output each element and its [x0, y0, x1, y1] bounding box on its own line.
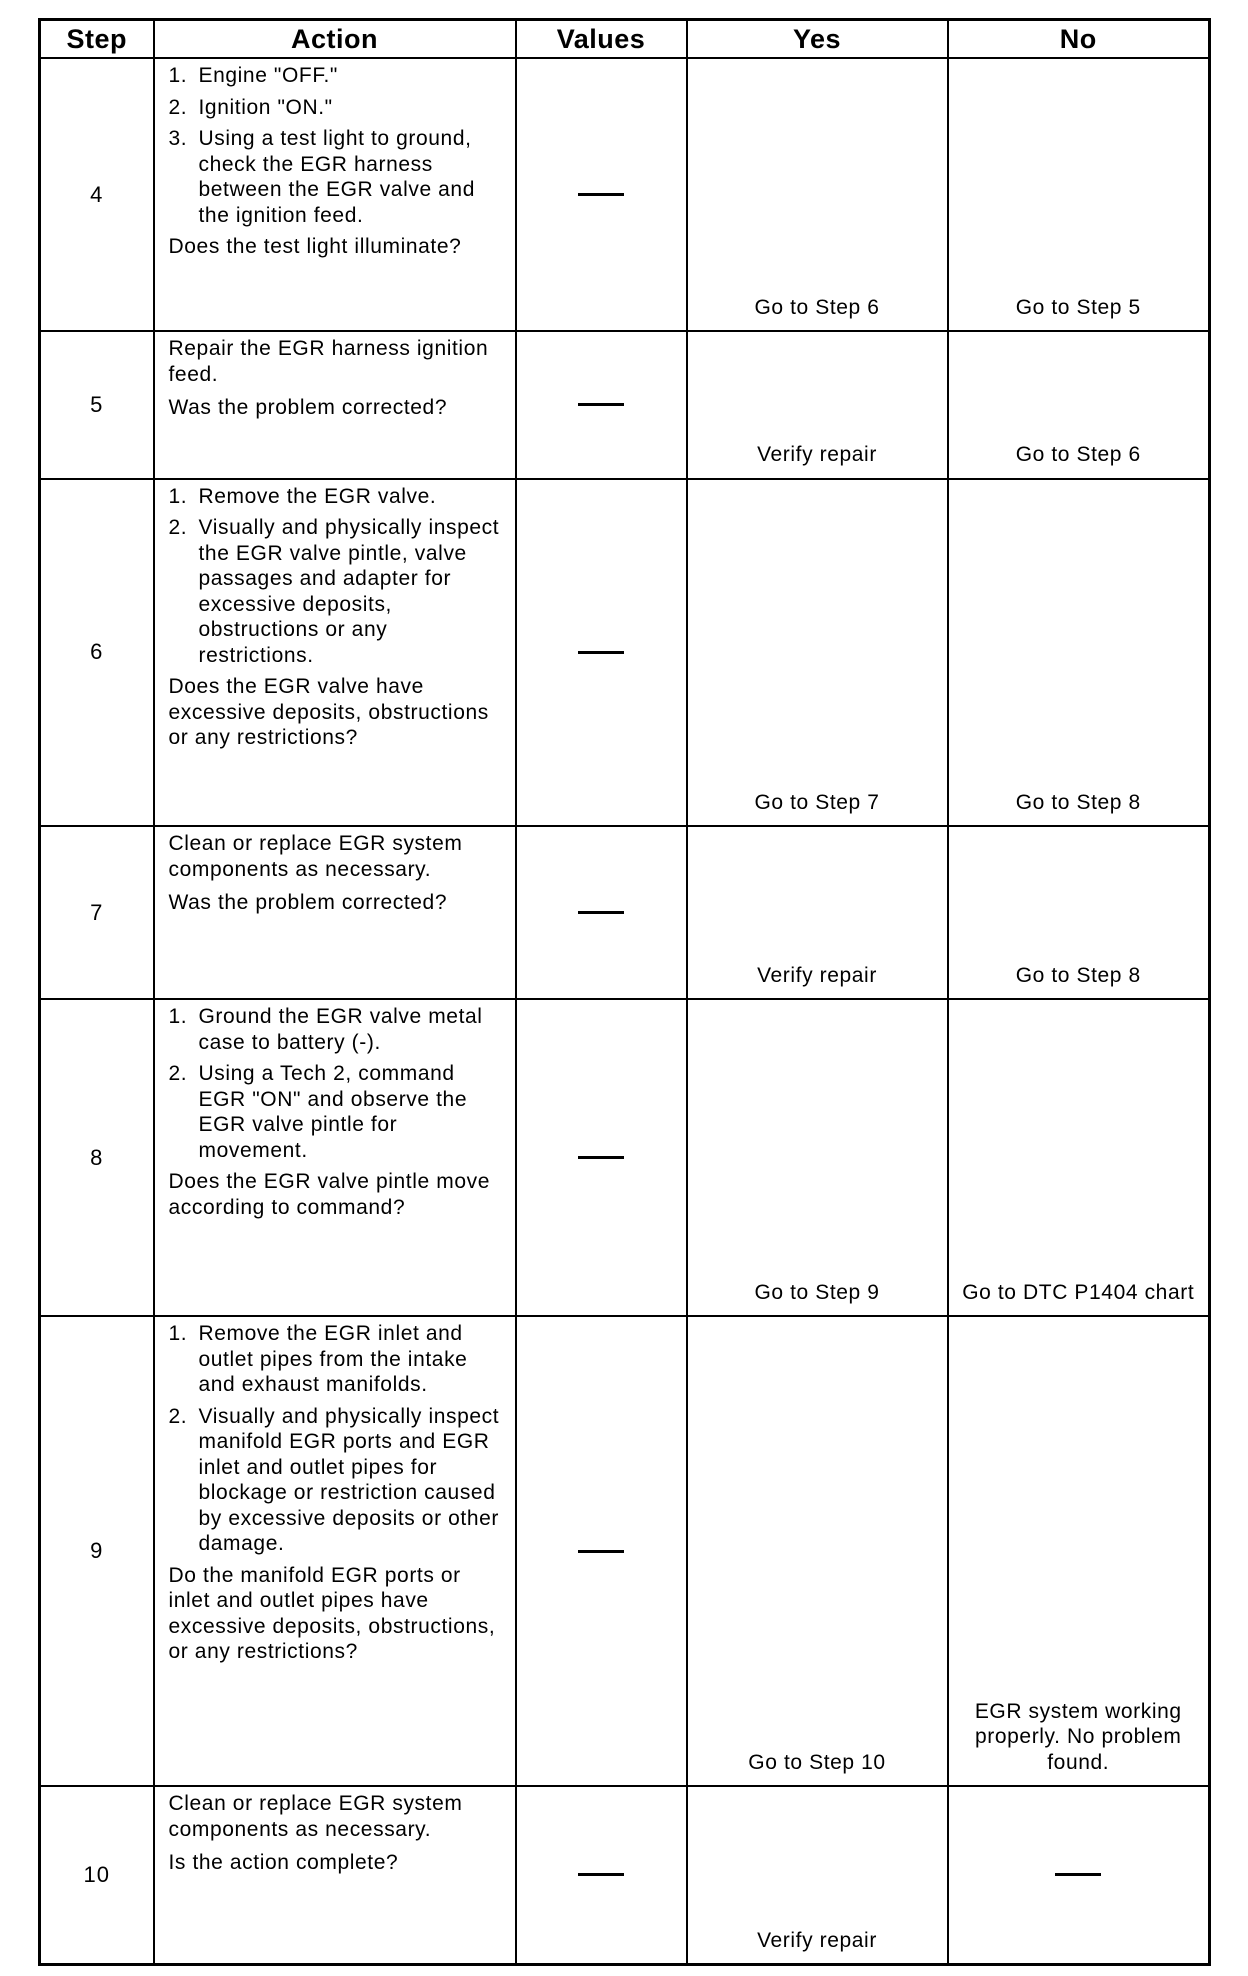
action-steps	[169, 1004, 505, 1163]
table-row	[40, 58, 1210, 331]
action-steps	[169, 1321, 505, 1557]
action-step-text: Remove the EGR valve.	[198, 484, 437, 508]
action-step-text: Remove the EGR inlet and outlet pipes from the intake and exhaust manifolds.	[198, 1322, 468, 1397]
no-result: Go to DTC P1404 chart	[948, 999, 1210, 1316]
action-instruction: Repair the EGR harness ignition feed.	[168, 337, 489, 386]
action-question: Was the problem corrected?	[168, 891, 448, 915]
action-step-number: 2.	[168, 95, 188, 119]
step-number: 4	[40, 58, 154, 331]
table-row	[40, 331, 1210, 478]
action-step-number: 1.	[168, 484, 188, 508]
action-instruction: Clean or replace EGR system components as necessary.	[168, 1792, 463, 1841]
header-row	[40, 20, 1210, 59]
values-cell	[516, 58, 687, 331]
action-step-text: Using a Tech 2, command EGR "ON" and observe the EGR valve pintle for movement.	[198, 1062, 468, 1162]
values-cell	[516, 479, 687, 827]
action-cell	[154, 999, 516, 1316]
action-question: Does the EGR valve have excessive deposits, obstructions or any restrictions?	[168, 675, 489, 750]
action-step-number: 1.	[168, 64, 188, 87]
step-number: 6	[40, 479, 154, 827]
action-instruction: Clean or replace EGR system components as necessary.	[168, 832, 463, 881]
action-cell	[154, 826, 516, 999]
table-row	[40, 1786, 1210, 1964]
action-cell	[154, 1786, 516, 1964]
no-result	[948, 1786, 1210, 1964]
action-step-text: Engine "OFF."	[198, 64, 338, 87]
action-step-text: Ground the EGR valve metal case to battery (-).	[198, 1005, 483, 1054]
header-values: Values	[516, 20, 687, 59]
action-step	[169, 63, 505, 89]
action-step-number: 2.	[168, 1404, 188, 1428]
values-cell	[516, 1786, 687, 1964]
table-row	[40, 999, 1210, 1316]
action-step	[169, 484, 505, 510]
not-applicable-dash	[578, 403, 624, 406]
not-applicable-dash	[578, 1550, 624, 1553]
no-result: Go to Step 8	[948, 826, 1210, 999]
action-step-text: Visually and physically inspect manifold EGR ports and EGR inlet and outlet pipes for blockage or restriction caused by excessive deposits or other damage.	[198, 1404, 500, 1556]
no-result: Go to Step 5	[948, 58, 1210, 331]
action-step-text: Using a test light to ground, check the EGR harness between the EGR valve and the ignition feed.	[198, 127, 475, 227]
action-steps	[169, 63, 505, 228]
table-row	[40, 1316, 1210, 1786]
yes-result: Go to Step 7	[687, 479, 948, 827]
not-applicable-dash	[578, 911, 624, 914]
action-step-number: 1.	[168, 1005, 188, 1029]
step-number: 10	[40, 1786, 154, 1964]
step-number: 7	[40, 826, 154, 999]
header-action: Action	[154, 20, 516, 59]
action-step	[169, 515, 505, 668]
values-cell	[516, 826, 687, 999]
action-step	[169, 126, 505, 228]
action-cell	[154, 479, 516, 827]
action-step	[169, 1321, 505, 1398]
step-number: 9	[40, 1316, 154, 1786]
not-applicable-dash	[578, 1873, 624, 1876]
not-applicable-dash	[1055, 1873, 1101, 1876]
values-cell	[516, 999, 687, 1316]
step-number: 8	[40, 999, 154, 1316]
action-step	[169, 1061, 505, 1163]
action-cell	[154, 1316, 516, 1786]
diagnostic-table	[38, 18, 1211, 1966]
not-applicable-dash	[578, 193, 624, 196]
no-result: Go to Step 8	[948, 479, 1210, 827]
action-question: Was the problem corrected?	[168, 396, 448, 420]
table-row	[40, 826, 1210, 999]
no-result: Go to Step 6	[948, 331, 1210, 478]
action-step	[169, 95, 505, 121]
header-yes: Yes	[687, 20, 948, 59]
action-question: Does the EGR valve pintle move according to command?	[168, 1170, 490, 1219]
no-result: EGR system working properly. No problem found.	[948, 1316, 1210, 1786]
not-applicable-dash	[578, 651, 624, 654]
action-step-number: 2.	[168, 516, 188, 540]
action-step-text: Visually and physically inspect the EGR valve pintle, valve passages and adapter for excessive deposits, obstructions or any restrictions.	[198, 516, 500, 667]
header-step: Step	[40, 20, 154, 59]
action-step-text: Ignition "ON."	[198, 95, 333, 119]
yes-result: Verify repair	[687, 1786, 948, 1964]
not-applicable-dash	[578, 1156, 624, 1159]
yes-result: Go to Step 10	[687, 1316, 948, 1786]
yes-result: Go to Step 9	[687, 999, 948, 1316]
action-step	[169, 1404, 505, 1557]
action-step	[169, 1004, 505, 1055]
action-steps	[169, 484, 505, 669]
step-number: 5	[40, 331, 154, 478]
values-cell	[516, 331, 687, 478]
table-row	[40, 479, 1210, 827]
yes-result: Verify repair	[687, 826, 948, 999]
action-question: Is the action complete?	[168, 1851, 399, 1875]
action-step-number: 2.	[168, 1062, 188, 1086]
header-no: No	[948, 20, 1210, 59]
action-step-number: 3.	[168, 127, 188, 150]
values-cell	[516, 1316, 687, 1786]
action-question: Does the test light illuminate?	[168, 235, 462, 258]
action-cell	[154, 58, 516, 331]
action-question: Do the manifold EGR ports or inlet and outlet pipes have excessive deposits, obstructions, or any restrictions?	[168, 1563, 496, 1664]
yes-result: Go to Step 6	[687, 58, 948, 331]
action-cell	[154, 331, 516, 478]
yes-result: Verify repair	[687, 331, 948, 478]
action-step-number: 1.	[168, 1322, 188, 1346]
